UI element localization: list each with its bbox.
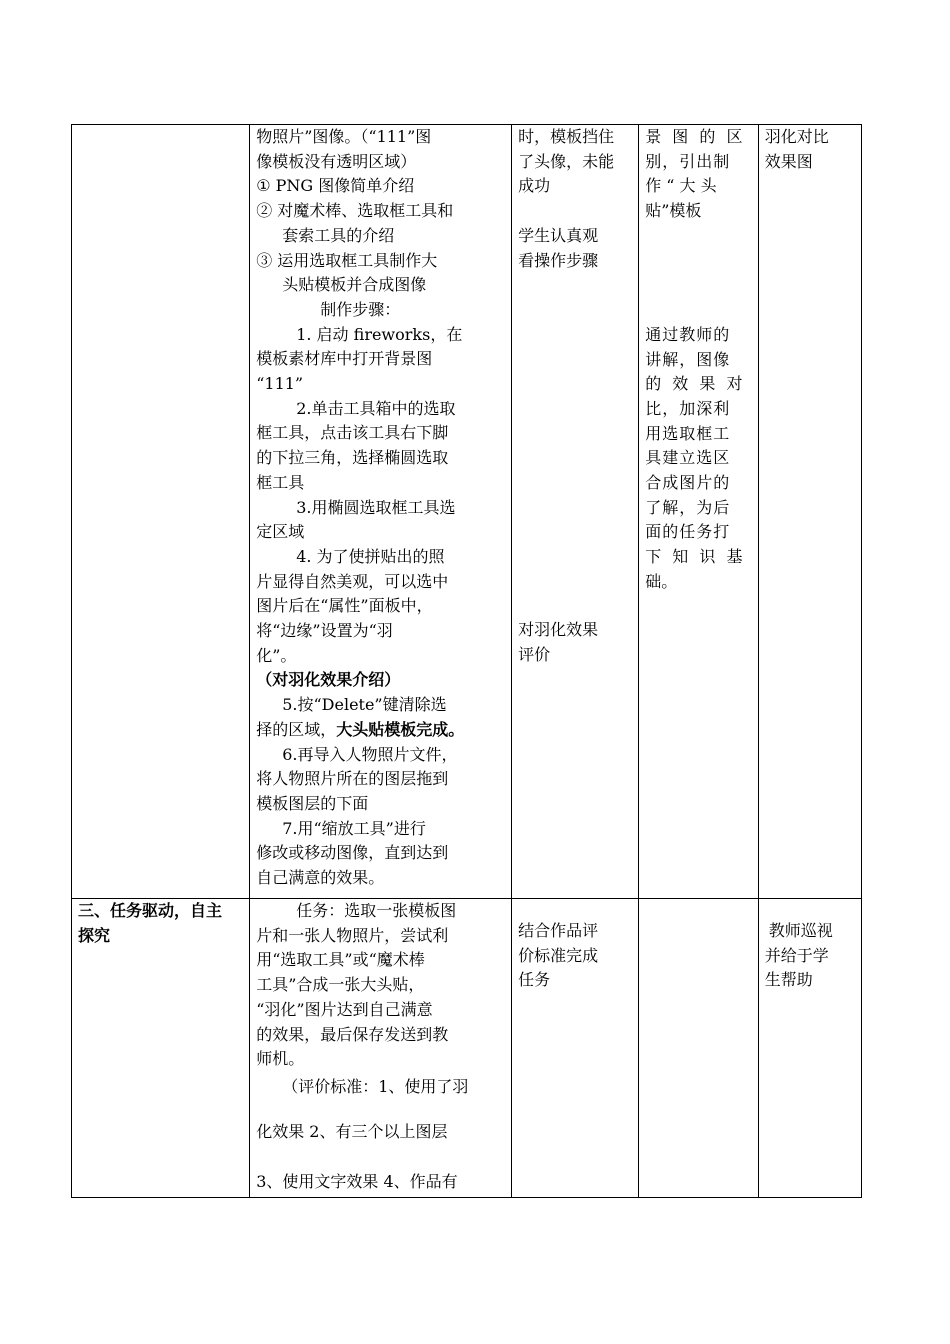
intent-line: 比，加深利	[645, 398, 731, 418]
content-line: “111”	[256, 374, 304, 394]
design-intent-cell	[639, 125, 759, 899]
student-activity-cell	[512, 125, 639, 899]
content-line: 7.用“缩放工具”进行	[282, 818, 426, 838]
spacer	[518, 273, 632, 618]
intent-line: 通过教师的	[645, 324, 731, 344]
media-line: 效果图	[764, 151, 813, 171]
stage-cell	[72, 899, 250, 1198]
intent-line: 讲解，图像	[645, 349, 731, 369]
intent-line: 别，引出制	[645, 151, 731, 171]
content-line: 自己满意的效果。	[256, 868, 385, 888]
content-line: 化”。	[256, 645, 297, 665]
content-line: 将人物照片所在的图层拖到	[256, 769, 449, 789]
content-line: 4. 为了使拼贴出的照	[296, 546, 445, 566]
teaching-content-cell	[250, 899, 512, 1198]
content-text-bold: 大头贴模板完成。	[336, 719, 465, 739]
content-line: 模板图层的下面	[256, 793, 369, 813]
intent-line: 了解，为后	[645, 497, 731, 517]
content-line: 修改或移动图像，直到达到	[256, 843, 449, 863]
content-line: 片和一张人物照片，尝试利	[256, 925, 449, 945]
content-line: 5.按“Delete”键清除选	[282, 695, 447, 715]
stage-title: 探究	[78, 925, 111, 945]
intent-line: 作 “ 大 头	[645, 176, 717, 196]
content-line: 定区域	[256, 522, 305, 542]
lesson-plan-table	[71, 124, 862, 1198]
activity-line: 评价	[518, 644, 551, 664]
content-line: “羽化”图片达到自己满意	[256, 999, 433, 1019]
activity-line: 对羽化效果	[518, 620, 599, 640]
stage-cell	[72, 125, 250, 899]
media-cell	[758, 125, 861, 899]
activity-line: 任务	[518, 970, 551, 990]
media-cell	[758, 899, 861, 1198]
content-line: 框工具	[256, 472, 305, 492]
content-line: 将“边缘”设置为“羽	[256, 621, 393, 641]
activity-line: 时，模板挡住	[518, 127, 615, 146]
activity-line: 看操作步骤	[518, 250, 599, 270]
table-row	[72, 125, 862, 899]
activity-line: 结合作品评	[518, 921, 599, 940]
content-line: 师机。	[256, 1049, 305, 1069]
content-text: 择的区域，	[256, 719, 337, 739]
content-line: 头贴模板并合成图像	[282, 275, 427, 295]
content-line: 2.单击工具箱中的选取	[296, 398, 456, 418]
content-line: 图片后在“属性”面板中，	[256, 596, 433, 616]
stage-title: 三、任务驱动，自主	[78, 901, 223, 920]
content-line: 像模板没有透明区域）	[256, 151, 417, 171]
media-line: 教师巡视	[768, 921, 833, 940]
content-line: 模板素材库中打开背景图	[256, 349, 433, 369]
content-line: 片显得自然美观，可以选中	[256, 571, 449, 591]
intent-line: 面的任务打	[645, 522, 731, 542]
content-line: 用“选取工具”或“魔术棒	[256, 950, 425, 970]
media-line: 并给于学	[764, 945, 829, 965]
intent-line: 下 知 识 基	[645, 547, 746, 567]
content-line: 工具”合成一张大头贴，	[256, 975, 425, 995]
activity-line: 成功	[518, 176, 551, 196]
intent-line: 用选取框工	[645, 423, 731, 443]
content-line: 物照片”图像。（“111”图	[256, 127, 432, 146]
content-line: ① PNG 图像简单介绍	[256, 176, 415, 196]
activity-line: 了头像，未能	[518, 151, 615, 171]
intent-line: 贴”模板	[645, 201, 702, 221]
content-line: 化效果 2、有三个以上图层	[256, 1121, 448, 1141]
content-line: 1. 启动 fireworks，在	[296, 324, 463, 344]
intent-line: 合成图片的	[645, 473, 731, 493]
content-line: 6.再导入人物照片文件，	[282, 744, 458, 764]
intent-line: 的 效 果 对	[645, 374, 746, 394]
table-row	[72, 899, 862, 1198]
content-line: （评价标准：1、使用了羽	[282, 1076, 469, 1096]
intent-line: 础。	[645, 571, 678, 591]
spacer	[518, 199, 632, 224]
content-line: 任务：选取一张模板图	[296, 901, 457, 920]
intent-line: 具建立选区	[645, 448, 731, 468]
design-intent-cell	[639, 899, 759, 1198]
content-line: 制作步骤：	[320, 299, 401, 319]
activity-line: 学生认真观	[518, 225, 599, 245]
content-line: ② 对魔术棒、选取框工具和	[256, 201, 454, 221]
content-line: 套索工具的介绍	[282, 225, 395, 245]
spacer	[765, 899, 855, 919]
teaching-content-cell	[250, 125, 512, 899]
content-line: 框工具，点击该工具右下脚	[256, 423, 449, 443]
activity-line: 价标准完成	[518, 945, 599, 965]
content-line: 3、使用文字效果 4、作品有	[256, 1171, 458, 1191]
content-line	[256, 718, 505, 743]
media-line: 生帮助	[764, 970, 813, 990]
content-line: 3.用椭圆选取框工具选	[296, 497, 456, 517]
content-line-bold: （对羽化效果介绍）	[256, 670, 401, 690]
student-activity-cell	[512, 899, 639, 1198]
media-line: 羽化对比	[764, 127, 829, 146]
spacer	[518, 899, 632, 919]
content-line: 的下拉三角，选择椭圆选取	[256, 448, 449, 468]
spacer	[645, 224, 752, 323]
content-line: 的效果，最后保存发送到教	[256, 1024, 449, 1044]
intent-line: 景 图 的 区	[645, 127, 746, 146]
content-line: ③ 运用选取框工具制作大	[256, 250, 438, 270]
